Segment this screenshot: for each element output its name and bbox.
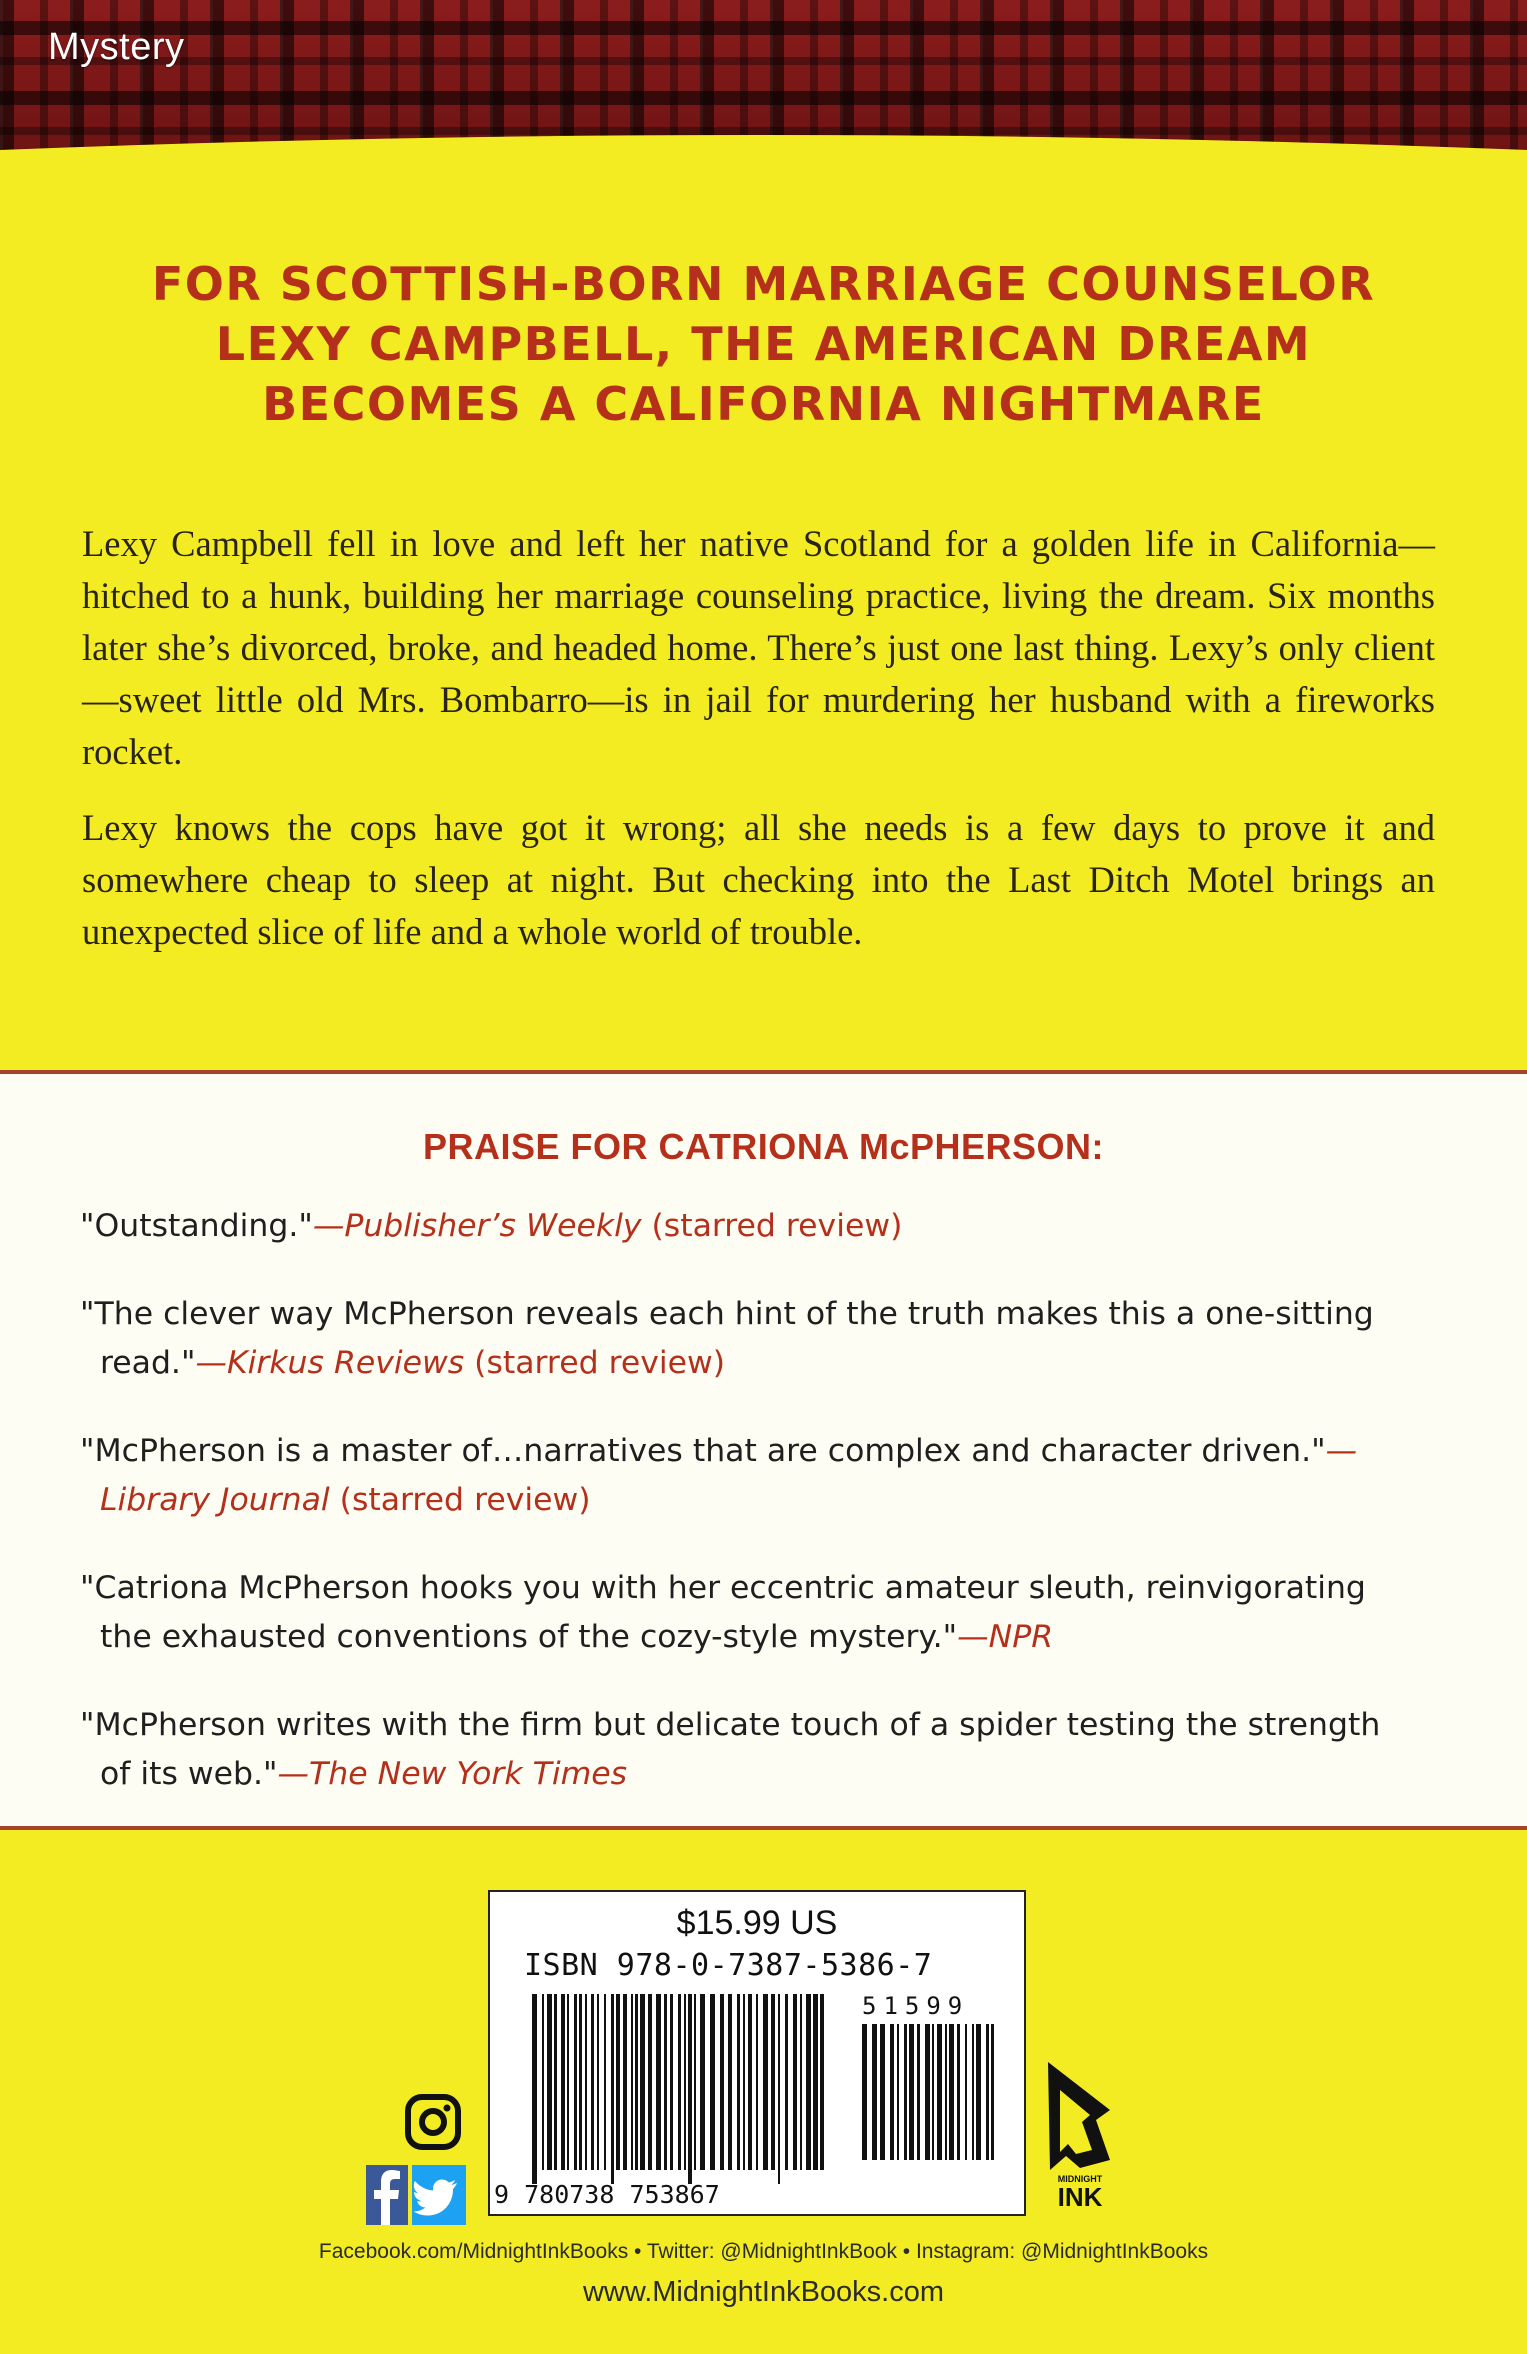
barcode-bar (904, 2024, 907, 2160)
barcode-bar (678, 1994, 681, 2170)
isbn: ISBN 978-0-7387-5386-7 (524, 1948, 933, 1983)
quote-text: "Catriona McPherson hooks you with her eccentric amateur sleuth, reinvigorating the exhausted conventions of the cozy-style mystery." (80, 1570, 1366, 1655)
barcode-bar (688, 1994, 692, 2184)
quote-item (80, 1290, 1412, 1388)
quote-item (80, 1427, 1412, 1525)
praise-heading: PRAISE FOR CATRIONA McPHERSON: (422, 1126, 1105, 1167)
barcode-bar (737, 1994, 740, 2170)
barcode-bar (756, 1994, 758, 2170)
barcode-bar (991, 2024, 994, 2160)
quote-note: (starred review) (329, 1482, 591, 1518)
barcode-bar (656, 1994, 661, 2170)
barcode-bar (567, 1994, 569, 2170)
supplement-digits: 51599 (862, 1992, 970, 2020)
barcode-bar (640, 1994, 645, 2170)
barcode-bar (820, 1994, 824, 2170)
barcode-bar (909, 2024, 914, 2160)
barcode-bar (925, 2024, 930, 2160)
barcode-bar (542, 1994, 544, 2170)
quote-note: (starred review) (641, 1208, 903, 1244)
quote-item (80, 1701, 1412, 1799)
logo-text-ink: INK (1057, 2182, 1103, 2210)
headline (60, 254, 1467, 434)
barcode-bar (917, 2024, 920, 2160)
barcode-bar (591, 1994, 594, 2170)
blurb-paragraph-2: Lexy knows the cops have got it wrong; all she needs is a few days to prove it and somewhere cheap to sleep at night. But checking into the Last Ditch Motel brings an unexpected slice of life and a whole world of trouble. (82, 807, 1435, 952)
barcode-bar (897, 2024, 899, 2160)
barcode-bar (670, 1994, 673, 2170)
category-label: Mystery (48, 26, 185, 68)
barcode-bar (623, 1994, 627, 2170)
blurb (82, 518, 1435, 982)
barcode-bar (684, 1994, 686, 2170)
barcode-bar (700, 1994, 705, 2170)
barcode-bar (611, 1994, 614, 2184)
quote-text: "McPherson is a master of…narratives that are complex and character driven." (80, 1433, 1326, 1469)
barcode-bar (976, 2024, 981, 2160)
quote-item (80, 1202, 1412, 1251)
praise-panel (0, 1070, 1527, 1830)
twitter-icon[interactable] (412, 2165, 466, 2225)
barcode-bar (965, 2024, 967, 2160)
quote-note: (starred review) (464, 1345, 726, 1381)
barcode-bar (574, 1994, 577, 2170)
instagram-icon[interactable] (404, 2093, 462, 2151)
barcode-bar (957, 2024, 960, 2160)
quote-source: —The New York Times (277, 1756, 628, 1792)
barcode-bar (793, 1994, 797, 2170)
barcode-bar (631, 1994, 633, 2170)
barcode-bar (635, 1994, 638, 2170)
ean-digits: 9 780738 753867 (494, 2180, 720, 2209)
barcode-bar (597, 1994, 599, 2170)
ean-barcode (530, 1994, 830, 2184)
footer-url[interactable]: www.MidnightInkBooks.com (582, 2276, 945, 2308)
barcode-bar (710, 1994, 715, 2170)
quote-source: —Library Journal (100, 1433, 1358, 1518)
headline-line-1: FOR SCOTTISH-BORN MARRIAGE COUNSELOR (151, 257, 1376, 311)
barcode-bar (937, 2024, 942, 2160)
midnight-ink-logo (1040, 2060, 1120, 2210)
barcode-bar (813, 1994, 818, 2170)
barcode-bar (890, 2024, 894, 2160)
barcode-bar (720, 1994, 724, 2170)
barcode-bar (743, 1994, 745, 2170)
barcode-bar (547, 1994, 552, 2170)
facebook-icon[interactable] (366, 2165, 408, 2225)
quote-text: "McPherson writes with the firm but delicate touch of a spider testing the strength of its web." (80, 1707, 1381, 1792)
barcode-bar (872, 2024, 877, 2160)
barcode-bar (806, 1994, 811, 2170)
barcode-bar (579, 1994, 582, 2170)
quote-list (80, 1202, 1412, 1838)
barcode-bar (949, 2024, 954, 2160)
footer-social-links[interactable]: Facebook.com/MidnightInkBooks • Twitter: @MidnightInkBook • Instagram: @MidnightInkBooks (318, 2240, 1209, 2263)
barcode-bar (728, 1994, 732, 2170)
barcode-bar (763, 1994, 768, 2170)
price: $15.99 US (676, 1904, 838, 1942)
quote-source: —Kirkus Reviews (195, 1345, 465, 1381)
barcode-bar (986, 2024, 989, 2160)
barcode-bar (880, 2024, 885, 2160)
barcode-bar (585, 1994, 587, 2170)
headline-line-3: BECOMES A CALIFORNIA NIGHTMARE (262, 377, 1265, 431)
headline-line-2: LEXY CAMPBELL, THE AMERICAN DREAM (215, 317, 1312, 371)
header-curve (0, 130, 1527, 190)
barcode-bar (932, 2024, 934, 2160)
barcode-box (488, 1890, 1026, 2216)
barcode-bar (778, 1994, 780, 2184)
quote-item (80, 1564, 1412, 1662)
barcode-bar (748, 1994, 752, 2170)
barcode-bar (664, 1994, 667, 2170)
barcode-bar (862, 2024, 867, 2160)
quote-source: —NPR (957, 1619, 1054, 1655)
logo-text-midnight: MIDNIGHT (1057, 2174, 1103, 2184)
blurb-paragraph-1: Lexy Campbell fell in love and left her native Scotland for a golden life in California—hitched to a hunk, building her marriage counseling practice, living the dream. Six months later she’s divorced, broke, and headed home. There’s just one last thing. Lexy’s only client—sweet little old Mrs. Bombarro—is in jail for murdering her husband with a fireworks rocket. (82, 523, 1435, 772)
barcode-bar (554, 1994, 557, 2170)
barcode-bar (785, 1994, 788, 2170)
barcode-bar (694, 1994, 696, 2170)
quote-text: "The clever way McPherson reveals each hint of the truth makes this a one-sitting read." (80, 1296, 1374, 1381)
barcode-bar (616, 1994, 620, 2170)
quote-text: "Outstanding." (80, 1208, 313, 1244)
barcode-bar (604, 1994, 606, 2170)
barcode-bar (561, 1994, 565, 2170)
barcode-bar (945, 2024, 947, 2160)
barcode-bar (800, 1994, 802, 2170)
quote-source: —Publisher’s Weekly (312, 1208, 642, 1244)
barcode-bar (972, 2024, 974, 2160)
barcode-bar (771, 1994, 775, 2170)
barcode-bar (532, 1994, 537, 2184)
supplement-barcode (860, 2024, 1000, 2184)
barcode-bar (648, 1994, 652, 2170)
